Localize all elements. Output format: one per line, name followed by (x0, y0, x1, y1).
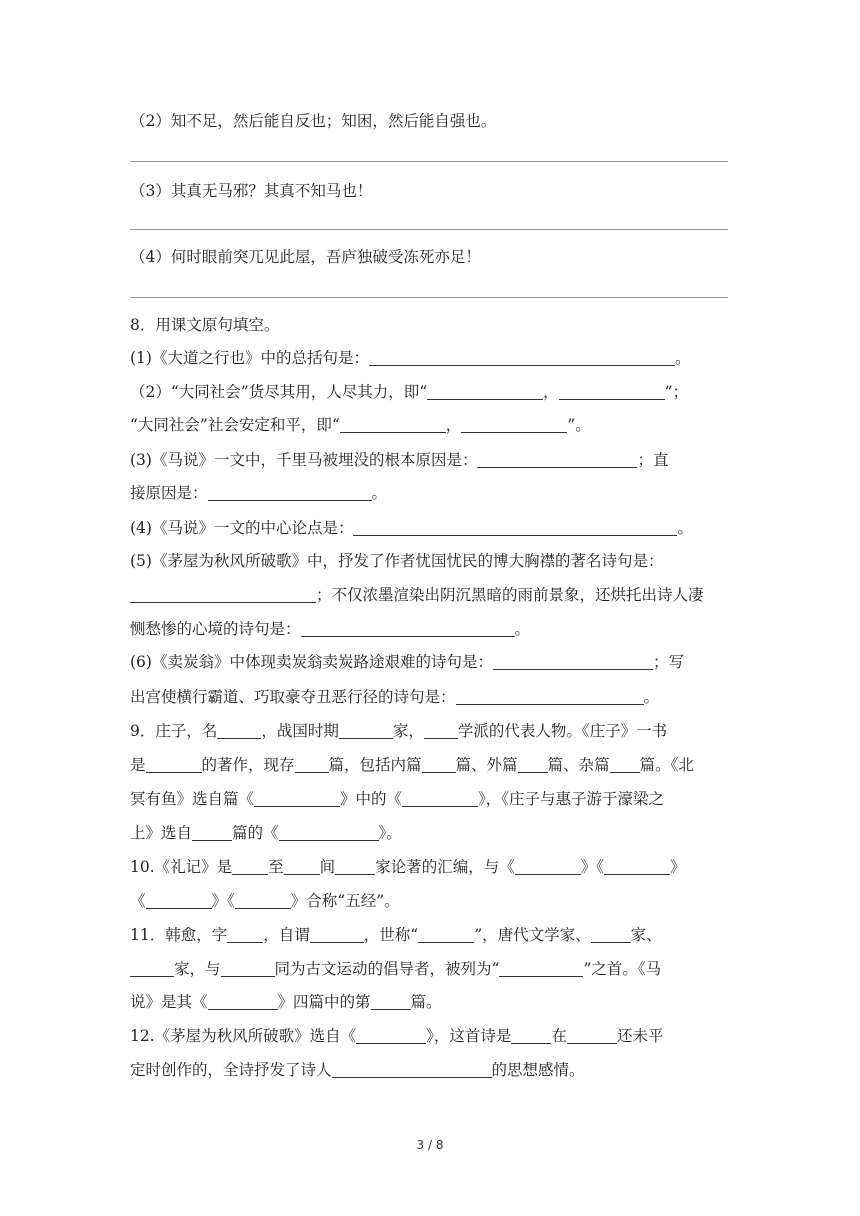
q9-line-4 (130, 822, 730, 844)
text-segment: 出宫使横行霸道、巧取豪夺丑恶行径的诗句是： (130, 688, 456, 706)
text-segment: 篇、杂篇 (547, 756, 610, 774)
fill-blank[interactable] (310, 926, 364, 943)
text-segment: 》 (669, 858, 686, 876)
q8-item-1 (130, 347, 730, 369)
fill-blank[interactable] (427, 383, 543, 400)
text-segment: (1)《大道之行也》中的总括句是： (130, 349, 369, 367)
fill-blank[interactable] (559, 383, 665, 400)
text-segment: ；写 (652, 653, 684, 671)
q8-item-4 (130, 517, 730, 539)
text-segment: 》，《庄子与惠子游于濠梁之 (478, 790, 665, 808)
fill-blank[interactable] (146, 892, 212, 909)
fill-blank[interactable] (301, 620, 515, 637)
text-segment: “大同社会”社会安定和平，即“ (130, 416, 340, 434)
fill-blank[interactable] (295, 756, 329, 773)
text-segment: 家、 (630, 926, 662, 944)
q8-title (130, 314, 730, 336)
fill-blank[interactable] (477, 451, 637, 468)
fill-blank[interactable] (461, 416, 567, 433)
text-segment: 同为古文运动的倡导者，被列为“ (274, 960, 500, 978)
q8-item-3-cont (130, 482, 730, 504)
fill-blank[interactable] (518, 756, 548, 773)
fill-blank[interactable] (610, 756, 640, 773)
q9-line-1 (130, 720, 730, 742)
text-segment: 。 (643, 688, 660, 706)
q8-item-5 (130, 550, 730, 572)
q10-line-1 (130, 856, 730, 878)
text-segment: (3)《马说》一文中，千里马被埋没的根本原因是： (130, 451, 478, 469)
text-segment: 家， (392, 722, 424, 740)
text-segment: 篇、外篇 (455, 756, 518, 774)
fill-blank[interactable] (284, 858, 320, 875)
text-segment: ， (543, 383, 559, 401)
translate-q3 (130, 180, 730, 202)
text-segment: 在 (551, 1027, 567, 1045)
q8-item-3 (130, 449, 730, 471)
fill-blank[interactable] (499, 960, 583, 977)
q10-line-2 (130, 890, 730, 912)
text-segment: 》。 (378, 824, 402, 842)
text-segment: 9．庄子，名 (130, 722, 218, 740)
fill-blank[interactable] (418, 926, 474, 943)
text-segment: ，世称“ (363, 926, 419, 944)
answer-line-q4 (130, 297, 728, 298)
fill-blank[interactable] (335, 858, 375, 875)
q11-line-2 (130, 958, 730, 980)
fill-blank[interactable] (402, 790, 478, 807)
q12-line-1 (130, 1025, 730, 1047)
text-segment: 。 (514, 620, 531, 638)
text-segment: （2）知不足，然后能自反也；知困，然后能自强也。 (130, 112, 497, 130)
fill-blank[interactable] (339, 722, 393, 739)
text-segment: 》《 (211, 892, 235, 910)
text-segment: 《 (130, 892, 146, 910)
fill-blank[interactable] (356, 1027, 426, 1044)
text-segment: ”。 (567, 416, 591, 434)
text-segment: 》中的《 (340, 790, 403, 808)
text-segment: 。 (674, 349, 691, 367)
text-segment: 篇，包括内篇 (328, 756, 422, 774)
fill-blank[interactable] (424, 722, 458, 739)
q12-line-2 (130, 1059, 730, 1081)
text-segment: 。 (371, 484, 388, 502)
text-segment: 家论著的汇编，与《 (375, 858, 515, 876)
text-segment: 》四篇中的第 (277, 993, 371, 1011)
fill-blank[interactable] (340, 416, 446, 433)
q11-line-1 (130, 924, 730, 946)
text-segment: ”； (664, 383, 689, 401)
fill-blank[interactable] (422, 756, 456, 773)
fill-blank[interactable] (235, 892, 291, 909)
fill-blank[interactable] (221, 960, 275, 977)
fill-blank[interactable] (515, 858, 581, 875)
text-segment: 的思想感情。 (491, 1061, 585, 1079)
text-segment: 11．韩愈，字 (130, 926, 228, 944)
q9-line-3 (130, 788, 730, 810)
text-segment: 是 (130, 756, 146, 774)
text-segment: 的著作，现存 (201, 756, 295, 774)
text-segment: 至 (268, 858, 284, 876)
fill-blank[interactable] (511, 1027, 551, 1044)
q8-item-5-cont2 (130, 618, 730, 640)
q8-item-6 (130, 651, 730, 673)
fill-blank[interactable] (604, 858, 670, 875)
fill-blank[interactable] (208, 993, 278, 1010)
text-segment: 恻愁惨的心境的诗句是： (130, 620, 301, 638)
text-segment: 还未平 (616, 1027, 664, 1045)
text-segment: 》合称“五经”。 (290, 892, 400, 910)
fill-blank[interactable] (254, 790, 340, 807)
text-segment: 。 (677, 519, 693, 537)
text-segment: (5)《茅屋为秋风所破歌》中，抒发了作者忧国忧民的博大胸襟的著名诗句是： (130, 552, 664, 570)
text-segment: ， (445, 416, 462, 434)
answer-line-q3 (130, 229, 728, 230)
fill-blank[interactable] (369, 349, 675, 366)
text-segment: 8．用课文原句填空。 (130, 316, 280, 334)
translate-q2 (130, 110, 730, 132)
fill-blank[interactable] (208, 484, 372, 501)
fill-blank[interactable] (227, 926, 263, 943)
q8-item-2-cont (130, 414, 730, 436)
fill-blank[interactable] (146, 756, 202, 773)
fill-blank[interactable] (591, 926, 631, 943)
fill-blank[interactable] (567, 1027, 617, 1044)
text-segment: 冥有鱼》选自篇《 (130, 790, 255, 808)
text-segment: ”之首。《马 (583, 960, 662, 978)
q8-item-5-cont (130, 584, 730, 606)
text-segment: （3）其真无马邪？其真不知马也！ (130, 182, 373, 200)
fill-blank[interactable] (371, 993, 411, 1010)
text-segment: ，战国时期 (261, 722, 339, 740)
fill-blank[interactable] (456, 688, 644, 705)
fill-blank[interactable] (493, 653, 653, 670)
text-segment: 》，这首诗是 (426, 1027, 512, 1045)
page-number: 3 / 8 (416, 1138, 444, 1152)
text-segment: 间 (319, 858, 336, 876)
text-segment: 篇。 (410, 993, 442, 1011)
text-segment: 上》选自 (130, 824, 193, 842)
text-segment: 篇。《北 (639, 756, 694, 774)
fill-blank[interactable] (232, 858, 268, 875)
text-segment: 学派的代表人物。《庄子》一书 (457, 722, 668, 740)
text-segment: ；不仅浓墨渲染出阴沉黑暗的雨前景象，还烘托出诗人凄 (316, 586, 704, 604)
fill-blank[interactable] (353, 519, 677, 536)
text-segment: 12.《茅屋为秋风所破歌》选自《 (130, 1027, 357, 1045)
fill-blank[interactable] (217, 722, 261, 739)
fill-blank[interactable] (192, 824, 232, 841)
q8-item-2 (130, 381, 730, 403)
answer-line-q2 (130, 161, 728, 162)
text-segment: 定时创作的，全诗抒发了诗人 (130, 1061, 332, 1079)
text-segment: 10.《礼记》是 (130, 858, 233, 876)
text-segment: ；直 (637, 451, 669, 469)
text-segment: 接原因是： (130, 484, 208, 502)
text-segment: ”，唐代文学家、 (474, 926, 591, 944)
text-segment: 》《 (580, 858, 604, 876)
fill-blank[interactable] (332, 1061, 492, 1078)
text-segment: （2）“大同社会”货尽其用，人尽其力，即“ (130, 383, 428, 401)
text-segment: 说》是其《 (130, 993, 208, 1011)
translate-q4 (130, 246, 730, 268)
fill-blank[interactable] (130, 586, 316, 603)
fill-blank[interactable] (130, 960, 174, 977)
q8-item-6-cont (130, 686, 730, 708)
text-segment: (6)《卖炭翁》中体现卖炭翁卖炭路途艰难的诗句是： (130, 653, 493, 671)
fill-blank[interactable] (279, 824, 379, 841)
text-segment: 篇的《 (232, 824, 279, 842)
text-segment: ，自谓 (263, 926, 310, 944)
q9-line-2 (130, 754, 730, 776)
q11-line-3 (130, 991, 730, 1013)
text-segment: (4)《马说》一文的中心论点是： (130, 519, 354, 537)
text-segment: 家，与 (174, 960, 221, 978)
text-segment: （4）何时眼前突兀见此屋，吾庐独破受冻死亦足！ (130, 248, 481, 266)
